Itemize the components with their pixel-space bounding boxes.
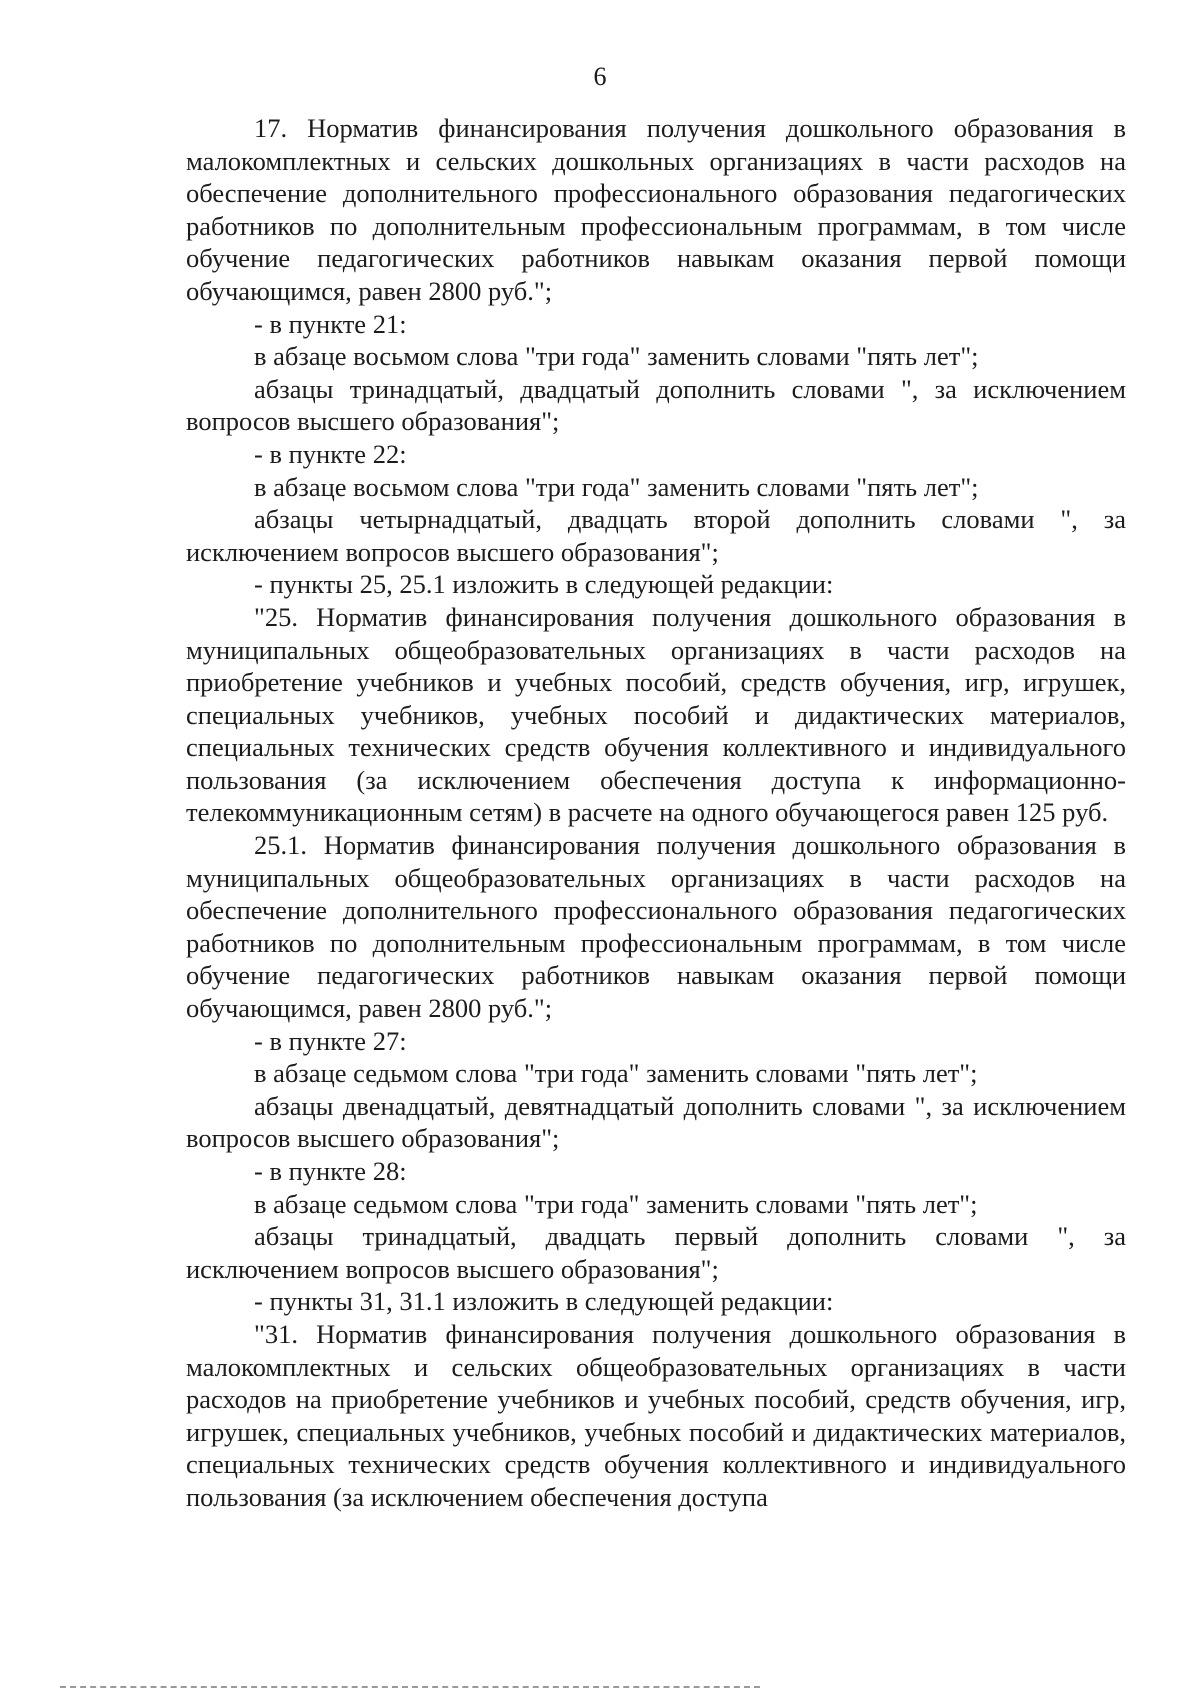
scan-bottom-edge <box>60 1686 760 1689</box>
paragraph-items-25-heading: - пункты 25, 25.1 изложить в следующей редакции: <box>254 569 834 600</box>
paragraph-item-28-heading: - в пункте 28: <box>254 1156 407 1186</box>
paragraph-item-22-abzac-14-22: абзацы четырнадцатый, двадцать второй дополнить словами ", за исключением вопросов высшего образования"; <box>186 504 1126 567</box>
paragraph-item-21-heading: - в пункте 21: <box>254 308 407 339</box>
paragraph-item-27-abzac-7: в абзаце седьмом слова "три года" заменить словами "пять лет"; <box>254 1058 978 1089</box>
paragraph-item-21-abzac-13-20: абзацы тринадцатый, двадцатый дополнить словами ", за исключением вопросов высшего образования"; <box>186 373 1126 437</box>
paragraph-item-27-heading: - в пункте 27: <box>254 1025 407 1056</box>
paragraph-17: 17. Норматив финансирования получения дошкольного образования в малокомплектных и сельских дошкольных организациях в части расходов на обеспечение дополнительного профессионального образования педагогических работников по дополнительным профессиональным программам, в том числе обучение педагогических работников навыкам оказания первой помощи обучающимся, равен 2800 руб."; <box>186 113 1126 306</box>
paragraph-25-1: 25.1. Норматив финансирования получения дошкольного образования в муниципальных общеобразовательных организациях в части расходов на обеспечение дополнительного профессионального образования педагогических работников по дополнительным профессиональным программам, в том числе обучение педагогических работников навыкам оказания первой помощи обучающимся, равен 2800 руб."; <box>186 830 1126 1024</box>
paragraph-25: "25. Норматив финансирования получения дошкольного образования в муниципальных общеобразовательных организациях в части расходов на приобретение учебников и учебных пособий, средств обучения, игр, игрушек, специальных учебников, учебных пособий и дидактических материалов, специальных технических средств обучения коллективного и индивидуального пользования (за исключением обеспечения доступа к информационно-телекоммуникационным сетям) в расчете на одного обучающегося равен 125 руб. <box>186 601 1126 828</box>
paragraph-item-28-abzac-7: в абзаце седьмом слова "три года" заменить словами "пять лет"; <box>254 1188 978 1219</box>
paragraph-item-27-abzac-12-19: абзацы двенадцатый, девятнадцатый дополнить словами ", за исключением вопросов высшего образования"; <box>186 1090 1126 1154</box>
paragraph-item-28-abzac-13-21: абзацы тринадцатый, двадцать первый дополнить словами ", за исключением вопросов высшего образования"; <box>186 1221 1126 1284</box>
document-body <box>186 112 1126 1514</box>
page-number: 6 <box>593 62 607 91</box>
paragraph-31: "31. Норматив финансирования получения дошкольного образования в малокомплектных и сельских общеобразовательных организациях в части расходов на приобретение учебников и учебных пособий, средств обучения, игр, игрушек, специальных учебников, учебных пособий и дидактических материалов, специальных технических средств обучения коллективного и индивидуального пользования (за исключением обеспечения доступа <box>186 1318 1126 1512</box>
paragraph-item-21-abzac-8: в абзаце восьмом слова "три года" заменить словами "пять лет"; <box>254 341 979 372</box>
paragraph-item-22-abzac-8: в абзаце восьмом слова "три года" заменить словами "пять лет"; <box>254 471 979 502</box>
paragraph-items-31-heading: - пункты 31, 31.1 изложить в следующей редакции: <box>254 1286 834 1317</box>
paragraph-item-22-heading: - в пункте 22: <box>254 438 407 469</box>
